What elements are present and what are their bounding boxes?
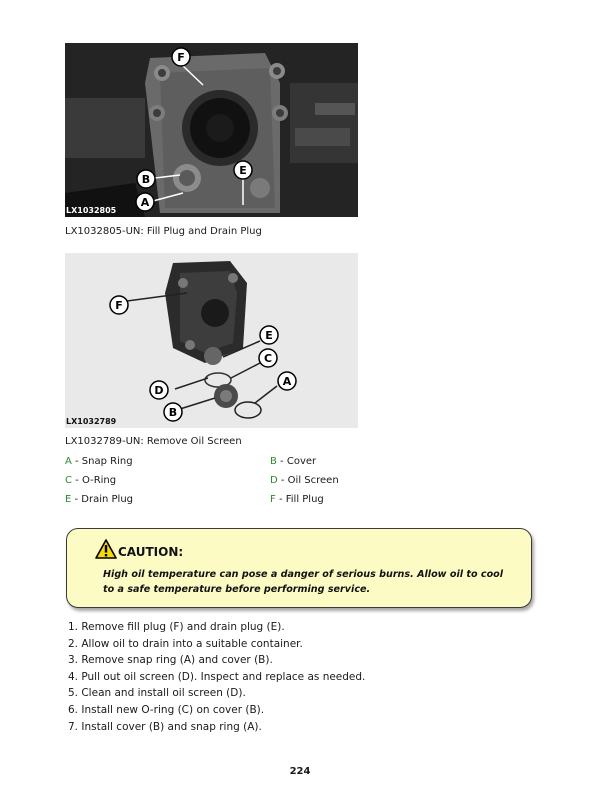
callout-e: E — [265, 329, 273, 342]
legend-text: - Oil Screen — [277, 475, 339, 486]
callout-b: B — [141, 173, 151, 186]
legend-item — [65, 456, 133, 467]
fill-drain-plug-photo — [65, 43, 358, 217]
procedure-steps — [68, 619, 365, 735]
legend-text: - Drain Plug — [71, 494, 134, 505]
step-item: 7. Install cover (B) and snap ring (A). — [68, 720, 262, 733]
photo-id-label: LX1032805 — [66, 206, 117, 215]
legend-key: E — [65, 494, 72, 505]
callout-f: F — [177, 51, 185, 64]
step-item: 2. Allow oil to drain into a suitable container. — [68, 637, 303, 650]
legend-text: - Fill Plug — [275, 494, 324, 505]
callout-e: E — [239, 164, 247, 177]
legend-item — [270, 475, 339, 486]
callout-b: B — [168, 406, 178, 419]
figure1-caption: LX1032805-UN: Fill Plug and Drain Plug — [65, 226, 262, 237]
legend-item — [65, 494, 133, 505]
legend-text: - Cover — [276, 456, 317, 467]
transmission-photo-illustration — [65, 43, 358, 217]
legend-item — [65, 475, 116, 486]
oil-screen-exploded-illustration — [65, 253, 358, 428]
callout-c: C — [263, 352, 273, 365]
caution-title: CAUTION: — [118, 545, 184, 559]
page-number: 224 — [289, 766, 311, 777]
step-item: 5. Clean and install oil screen (D). — [68, 687, 246, 700]
oil-screen-photo — [65, 253, 358, 428]
callout-d: D — [154, 384, 164, 397]
legend-item — [270, 494, 324, 505]
photo-id-label: LX1032789 — [66, 417, 117, 426]
legend-key: B — [270, 456, 277, 467]
callout-a: A — [282, 375, 292, 388]
legend-key: C — [65, 475, 72, 486]
legend-text: - Snap Ring — [71, 456, 133, 467]
step-item: 6. Install new O-ring (C) on cover (B). — [68, 703, 265, 716]
step-item: 3. Remove snap ring (A) and cover (B). — [68, 654, 273, 667]
legend-item — [270, 456, 316, 467]
legend-text: - O-Ring — [71, 475, 117, 486]
caution-text: High oil temperature can pose a danger of serious burns. Allow oil to cool to a safe temperature before performing service. — [103, 569, 504, 595]
step-item: 4. Pull out oil screen (D). Inspect and replace as needed. — [68, 670, 366, 683]
callout-a: A — [140, 196, 150, 209]
legend-key: F — [270, 494, 276, 505]
step-item: 1. Remove fill plug (F) and drain plug (E). — [68, 621, 285, 633]
figure2-caption: LX1032789-UN: Remove Oil Screen — [65, 436, 242, 447]
warning-triangle-icon — [95, 539, 117, 559]
legend-key: D — [270, 475, 278, 486]
legend-key: A — [65, 456, 72, 467]
callout-f: F — [115, 299, 123, 312]
caution-box — [66, 528, 532, 608]
caution-heading — [95, 537, 183, 559]
